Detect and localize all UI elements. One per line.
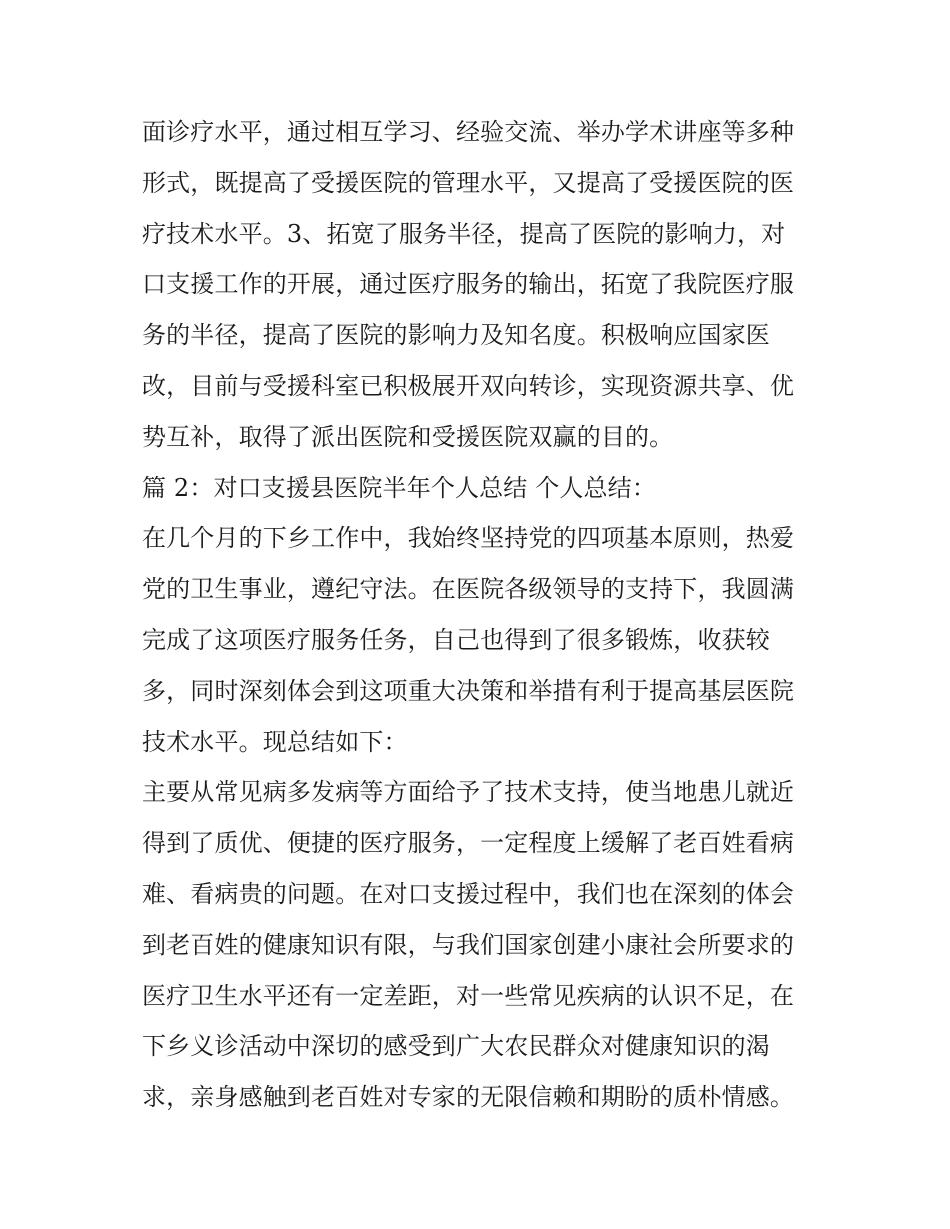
text-line: 在几个月的下乡工作中，我始终坚持党的四项基本原则，热爱: [142, 524, 795, 553]
text-line: 求，亲身感触到老百姓对专家的无限信赖和期盼的质朴情感。: [142, 1083, 795, 1112]
text-line: 改，目前与受援科室已积极展开双向转诊，实现资源共享、优: [142, 371, 795, 400]
text-line: 医疗卫生水平还有一定差距，对一些常见疾病的认识不足，在: [142, 981, 795, 1010]
text-line: 下乡义诊活动中深切的感受到广大农民群众对健康知识的渴: [142, 1032, 770, 1061]
text-line: 务的半径，提高了医院的影响力及知名度。积极响应国家医: [142, 321, 770, 350]
text-line: 得到了质优、便捷的医疗服务，一定程度上缓解了老百姓看病: [142, 829, 795, 858]
text-line: 难、看病贵的问题。在对口支援过程中，我们也在深刻的体会: [142, 879, 795, 908]
text-line: 到老百姓的健康知识有限，与我们国家创建小康社会所要求的: [142, 930, 795, 959]
text-line: 主要从常见病多发病等方面给予了技术支持，使当地患儿就近: [142, 778, 795, 807]
body-text: [142, 107, 822, 1123]
text-line: 面诊疗水平，通过相互学习、经验交流、举办学术讲座等多种: [142, 118, 795, 146]
text-line: 完成了这项医疗服务任务，自己也得到了很多锻炼，收获较: [142, 625, 770, 654]
text-line: 口支援工作的开展，通过医疗服务的输出，拓宽了我院医疗服: [142, 270, 795, 299]
text-line: 技术水平。现总结如下：: [142, 727, 408, 756]
text-line: 多，同时深刻体会到这项重大决策和举措有利于提高基层医院: [142, 676, 795, 705]
text-line: 党的卫生事业，遵纪守法。在医院各级领导的支持下，我圆满: [142, 575, 795, 604]
text-line: 势互补，取得了派出医院和受援医院双赢的目的。: [142, 422, 674, 451]
text-line: 形式，既提高了受援医院的管理水平，又提高了受援医院的医: [142, 168, 795, 197]
text-line: 疗技术水平。3、拓宽了服务半径，提高了医院的影响力，对: [142, 219, 786, 248]
section-heading: 篇 2：对口支援县医院半年个人总结 个人总结：: [142, 473, 656, 502]
